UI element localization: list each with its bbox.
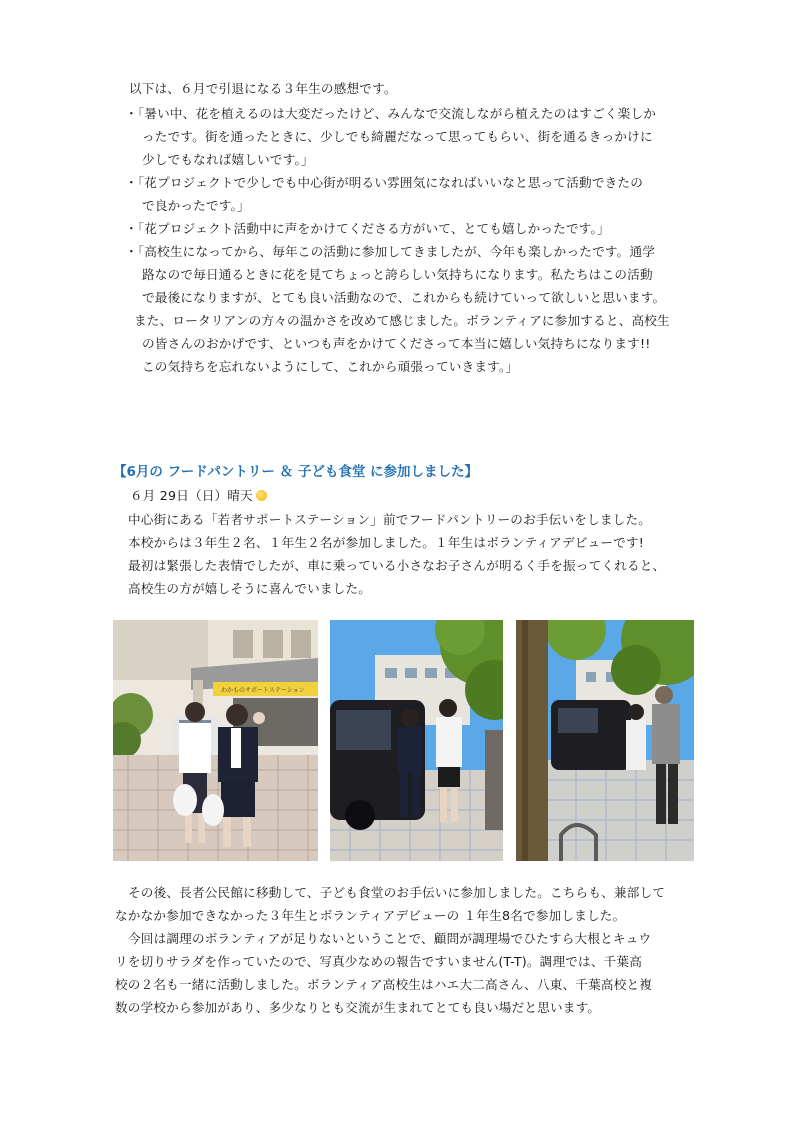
body-line-3: 最初は緊張した表情でしたが、車に乗っている小さなお子さんが明るく手を振ってくれると、 bbox=[128, 558, 666, 573]
closing-line-4: リを切りサラダを作っていたので、写真少なめの報告ですいません(T-T)。調理では、千葉高 bbox=[115, 954, 643, 969]
station-sign: わかものサポートステーション bbox=[221, 687, 305, 694]
closing-line-3: 今回は調理のボランティアが足りないということで、顧問が調理場でひたすら大根とキュウ bbox=[128, 931, 652, 946]
body-line-2: 本校からは３年生２名、１年生２名が参加しました。１年生はボランティアデビューです! bbox=[128, 535, 644, 550]
comment-4-line-2: 路なので毎日通るときに花を見てちょっと誇らしい気持ちになります。私たちはこの活動 bbox=[142, 267, 653, 282]
comment-1-line-3: 少しでもなれば嬉しいです。」 bbox=[142, 152, 314, 167]
comment-4-line-6: この気持ちを忘れないようにして、これから頑張っていきます。」 bbox=[142, 359, 519, 374]
photo-students-at-station bbox=[113, 620, 318, 861]
sun-icon bbox=[256, 490, 267, 501]
comment-4-line-1: ・「高校生になってから、毎年この活動に参加してきましたが、今年も楽しかったです。通学 bbox=[125, 244, 656, 259]
comment-4-line-4: また、ロータリアンの方々の温かさを改めて感じました。ボランティアに参加すると、高校生 bbox=[134, 313, 670, 328]
comment-1-line-2: ったです。街を通ったときに、少しでも綺麗だなって思ってもらい、街を通るきっかけに bbox=[142, 129, 653, 144]
comment-3-line-1: ・「花プロジェクト活動中に声をかけてくださる方がいて、とても嬉しかったです。」 bbox=[125, 221, 610, 236]
body-line-1: 中心街にある「若者サポートステーション」前でフードパントリーのお手伝いをしました。 bbox=[128, 512, 652, 527]
comment-1-line-1: ・「暑い中、花を植えるのは大変だったけど、みんなで交流しながら植えたのはすごく楽しか bbox=[125, 106, 657, 121]
section-heading: 【6月の フードパントリー ＆ 子ども食堂 に参加しました】 bbox=[113, 464, 479, 480]
intro-text: 以下は、６月で引退になる３年生の感想です。 bbox=[129, 81, 397, 96]
event-date: ６月 29日（日）晴天 bbox=[130, 488, 253, 503]
comment-4-line-3: で最後になりますが、とても良い活動なので、これからも続けていって欲しいと思います。 bbox=[142, 290, 666, 305]
photo-street-with-tree bbox=[516, 620, 694, 861]
body-line-4: 高校生の方が嬉しそうに喜んでいました。 bbox=[128, 581, 372, 596]
closing-line-5: 校の２名も一緒に活動しました。ボランティア高校生はハエ大二高さん、八東、千葉高校と複 bbox=[115, 977, 653, 992]
comment-4-line-5: の皆さんのおかげです、といつも声をかけてくださって本当に嬉しい気持ちになります!! bbox=[142, 336, 651, 351]
closing-line-1: その後、長者公民館に移動して、子ども食堂のお手伝いに参加しました。こちらも、兼部して bbox=[128, 885, 666, 900]
event-date-row bbox=[130, 486, 267, 506]
comment-2-line-1: ・「花プロジェクトで少しでも中心街が明るい雰囲気になればいいなと思って活動できたの bbox=[125, 175, 643, 190]
photo-students-by-car bbox=[330, 620, 503, 861]
comment-2-line-2: で良かったです。」 bbox=[142, 198, 250, 213]
closing-line-2: なかなか参加できなかった３年生とボランティアデビューの １年生8名で参加しました。 bbox=[115, 908, 626, 923]
closing-line-6: 数の学校から参加があり、多少なりとも交流が生まれてとても良い場だと思います。 bbox=[115, 1000, 601, 1015]
